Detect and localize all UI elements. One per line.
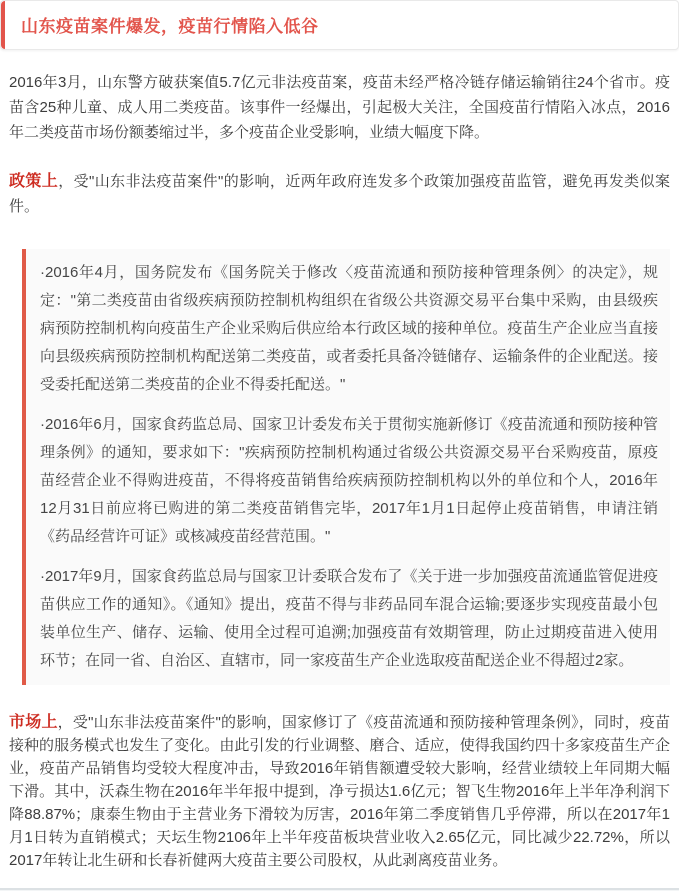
- policy-timeline-quote: [22, 249, 670, 685]
- timeline-item-2016-04: ·2016年4月，国务院发布《国务院关于修改〈疫苗流通和预防接种管理条例〉的决定》，规定："第二类疫苗由省级疾病预防控制机构组织在省级公共资源交易平台集中采购，由县级疾病预防控制机构向疫苗生产企业采购后供应给本行政区域的接种单位。疫苗生产企业应当直接向县级疾病预防控制机构配送第二类疫苗，或者委托具备冷链储存、运输条件的企业配送。接受委托配送第二类疫苗的企业不得委托配送。": [40, 264, 658, 393]
- article-body: [0, 70, 679, 872]
- intro-paragraph: 2016年3月，山东警方破获案值5.7亿元非法疫苗案，疫苗未经严格冷链存储运输销往24个省市。疫苗含25种儿童、成人用二类疫苗。该事件一经爆出，引起极大关注，全国疫苗行情陷入冰点，2016年二类疫苗市场份额萎缩过半，多个疫苗企业受影响，业绩大幅度下降。: [9, 74, 670, 141]
- market-text: ，受"山东非法疫苗案件"的影响，国家修订了《疫苗流通和预防接种管理条例》，同时，疫苗接种的服务模式也发生了变化。由此引发的行业调整、磨合、适应，使得我国约四十多家疫苗生产企业，疫苗产品销售均受较大程度冲击，导致2016年销售额遭受较大影响，经营业绩较上年同期大幅下滑。其中，沃森生物在2016年半年报中提到，净亏损达1.6亿元；智飞生物2016年上半年净利润下降88.87%；康泰生物由于主营业务下滑较为厉害，2016年第二季度销售几乎停滞，所以在2017年1月1日转为直销模式；天坛生物2106年上半年疫苗板块营业收入2.65亿元，同比减少22.72%，所以2017年转让北生研和长春祈健两大疫苗主要公司股权，从此剥离疫苗业务。: [9, 714, 670, 869]
- headline-card: [0, 0, 679, 50]
- market-lead-label: 市场上: [9, 714, 58, 731]
- headline-accent-bar: [1, 1, 5, 49]
- timeline-item-2017-09: ·2017年9月，国家食药监总局与国家卫计委联合发布了《关于进一步加强疫苗流通监管促进疫苗供应工作的通知》。《通知》提出，疫苗不得与非药品同车混合运输;要逐步实现疫苗最小包装单位生产、储存、运输、使用全过程可追溯;加强疫苗有效期管理，防止过期疫苗进入使用环节；在同一省、自治区、直辖市，同一家疫苗生产企业选取疫苗配送企业不得超过2家。: [40, 568, 658, 669]
- page-title: 山东疫苗案件爆发，疫苗行情陷入低谷: [21, 17, 319, 36]
- policy-text: ，受"山东非法疫苗案件"的影响，近两年政府连发多个政策加强疫苗监管，避免再发类似案件。: [9, 173, 670, 215]
- policy-lead-label: 政策上: [9, 173, 59, 190]
- market-paragraph: [9, 711, 670, 872]
- timeline-item-2016-06: ·2016年6月，国家食药监总局、国家卫计委发布关于贯彻实施新修订《疫苗流通和预防接种管理条例》的通知，要求如下："疾病预防控制机构通过省级公共资源交易平台采购疫苗，原疫苗经营企业不得购进疫苗，不得将疫苗销售给疾病预防控制机构以外的单位和个人，2016年12月31日前应将已购进的第二类疫苗销售完毕，2017年1月1日起停止疫苗销售，申请注销《药品经营许可证》或核减疫苗经营范围。": [40, 416, 658, 545]
- policy-paragraph: [9, 169, 670, 219]
